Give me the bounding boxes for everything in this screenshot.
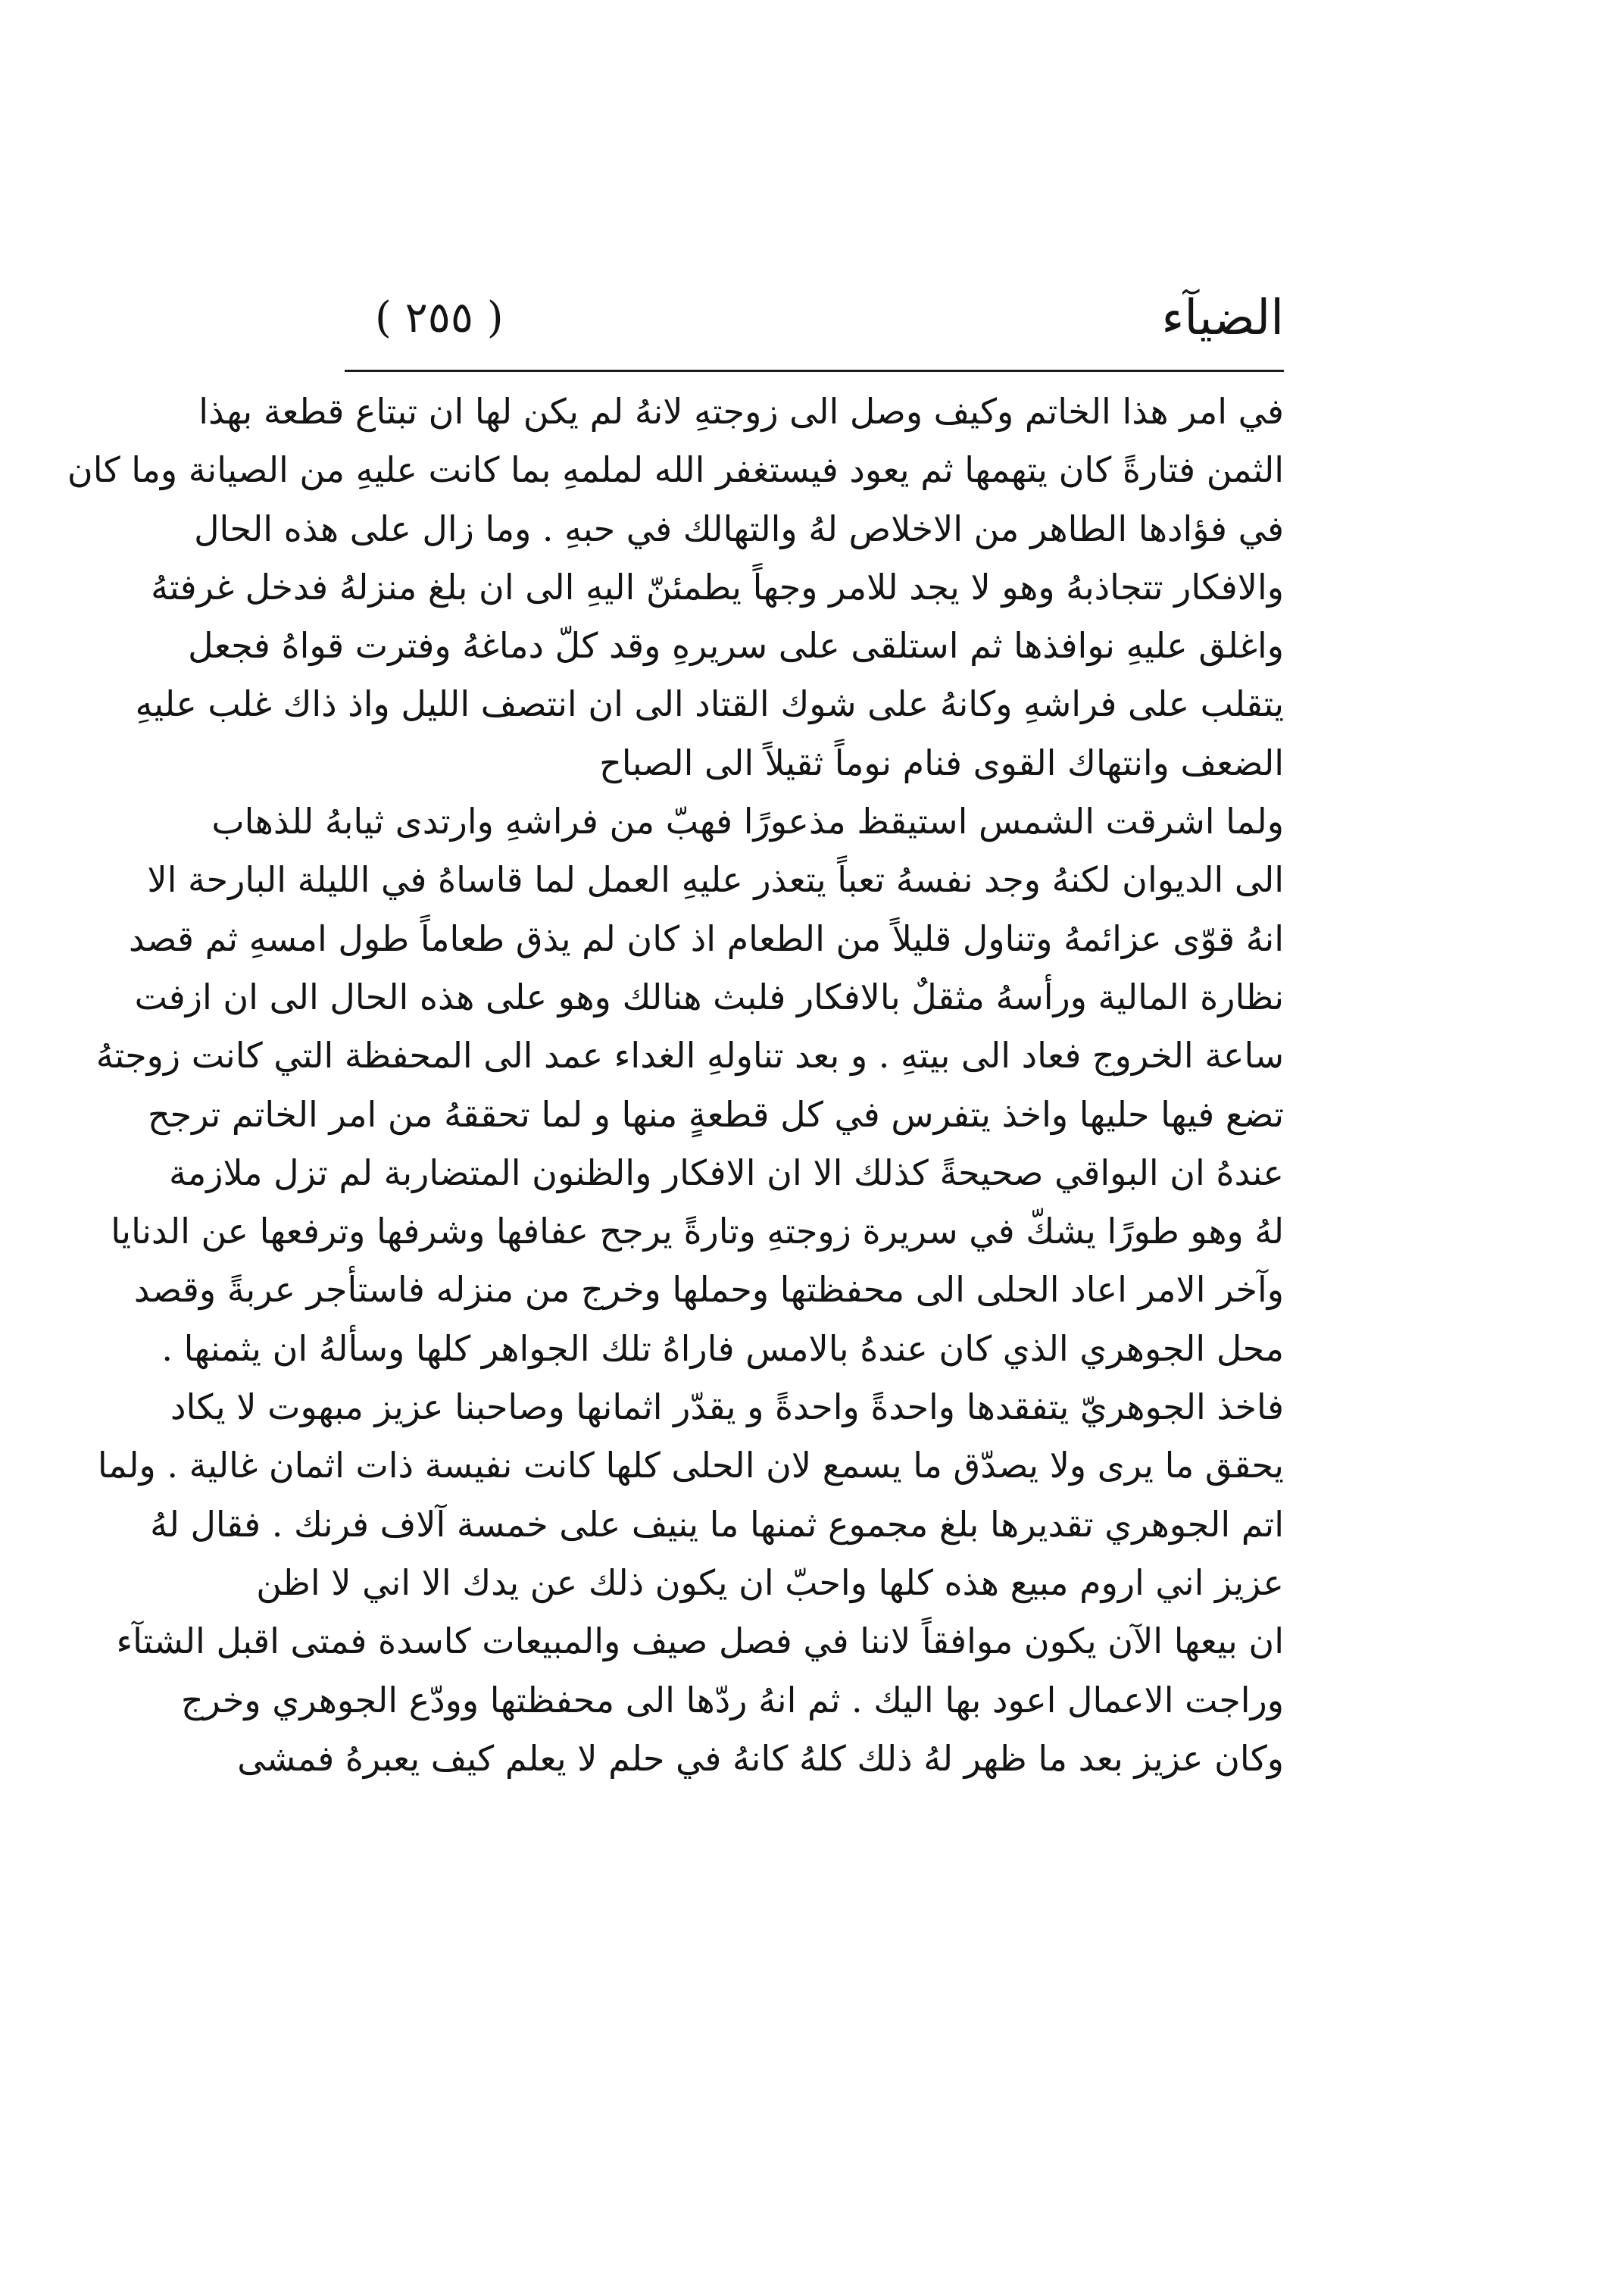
- page-header: [345, 280, 1284, 364]
- text-line: في امر هذا الخاتم وكيف وصل الى زوجتهِ لانهُ لم يكن لها ان تبتاع قطعة بهذا: [198, 391, 1284, 432]
- text-line: عندهُ ان البواقي صحيحةً كذلك الا ان الافكار والظنون المتضاربة لم تزل ملازمة: [168, 1152, 1284, 1193]
- text-line: اتم الجوهري تقديرها بلغ مجموع ثمنها ما ينيف على خمسة آلاف فرنك . فقال لهُ: [150, 1503, 1284, 1545]
- text-line: وراجت الاعمال اعود بها اليك . ثم انهُ ردّها الى محفظتها وودّع الجوهري وخرج: [180, 1679, 1284, 1721]
- text-line: عزيز اني اروم مبيع هذه كلها واحبّ ان يكون ذلك عن يدك الا اني لا اظن: [256, 1561, 1284, 1603]
- header-divider: [345, 370, 1284, 372]
- body-text: [67, 383, 1284, 1788]
- text-line: يحقق ما يرى ولا يصدّق ما يسمع لان الحلى كلها كانت نفيسة ذات اثمان غالية . ولما: [97, 1445, 1284, 1486]
- text-line: لهُ وهو طورًا يشكّ في سريرة زوجتهِ وتارةً يرجح عفافها وشرفها وترفعها عن الدنايا: [111, 1211, 1284, 1252]
- journal-title: الضيآء: [1161, 290, 1284, 346]
- text-line: الضعف وانتهاك القوى فنام نوماً ثقيلاً الى الصباح: [599, 742, 1284, 783]
- text-line: ولما اشرقت الشمس استيقظ مذعورًا فهبّ من فراشهِ وارتدى ثيابهُ للذهاب: [211, 801, 1284, 842]
- text-line: الى الديوان لكنهُ وجد نفسهُ تعباً يتعذر عليهِ العمل لما قاساهُ في الليلة البارحة الا: [147, 859, 1284, 901]
- text-line: واغلق عليهِ نوافذها ثم استلقى على سريرهِ وقد كلّ دماغهُ وفترت قواهُ فجعل: [188, 625, 1284, 667]
- text-line: يتقلب على فراشهِ وكانهُ على شوك القتاد الى ان انتصف الليل واذ ذاك غلب عليهِ: [135, 683, 1284, 725]
- text-line: فاخذ الجوهريّ يتفقدها واحدةً واحدةً و يقدّر اثمانها وصاحبنا عزيز مبهوت لا يكاد: [170, 1386, 1284, 1428]
- text-line: ساعة الخروج فعاد الى بيتهِ . و بعد تناولهِ الغداء عمد الى المحفظة التي كانت زوجتهُ: [95, 1035, 1284, 1077]
- text-line: محل الجوهري الذي كان عندهُ بالامس فاراهُ تلك الجواهر كلها وسألهُ ان يثمنها .: [161, 1327, 1284, 1369]
- text-line: انهُ قوّى عزائمهُ وتناول قليلاً من الطعام اذ كان لم يذق طعاماً طول امسهِ ثم قصد: [128, 917, 1284, 959]
- text-line: وكان عزيز بعد ما ظهر لهُ ذلك كلهُ كانهُ في حلم لا يعلم كيف يعبرهُ فمشى: [237, 1737, 1284, 1779]
- text-line: نظارة المالية ورأسهُ مثقلٌ بالافكار فلبث هنالك وهو على هذه الحال الى ان ازفت: [134, 976, 1284, 1017]
- text-line: ان بيعها الآن يكون موافقاً لاننا في فصل صيف والمبيعات كاسدة فمتى اقبل الشتآء: [116, 1621, 1284, 1662]
- page-number: ( ٢٥٥ ): [375, 293, 504, 342]
- text-line: الثمن فتارةً كان يتهمها ثم يعود فيستغفر الله لملمهِ بما كانت عليهِ من الصيانة وما كان: [67, 449, 1284, 491]
- text-line: والافكار تتجاذبهُ وهو لا يجد للامر وجهاً يطمئنّ اليهِ الى ان بلغ منزلهُ فدخل غرفتهُ: [151, 566, 1284, 608]
- text-line: تضع فيها حليها واخذ يتفرس في كل قطعةٍ منها و لما تحققهُ من امر الخاتم ترجح: [147, 1093, 1284, 1135]
- text-line: في فؤادها الطاهر من الاخلاص لهُ والتهالك في حبهِ . وما زال على هذه الحال: [194, 508, 1284, 549]
- text-line: وآخر الامر اعاد الحلى الى محفظتها وحملها وخرج من منزله فاستأجر عربةً وقصد: [133, 1269, 1284, 1311]
